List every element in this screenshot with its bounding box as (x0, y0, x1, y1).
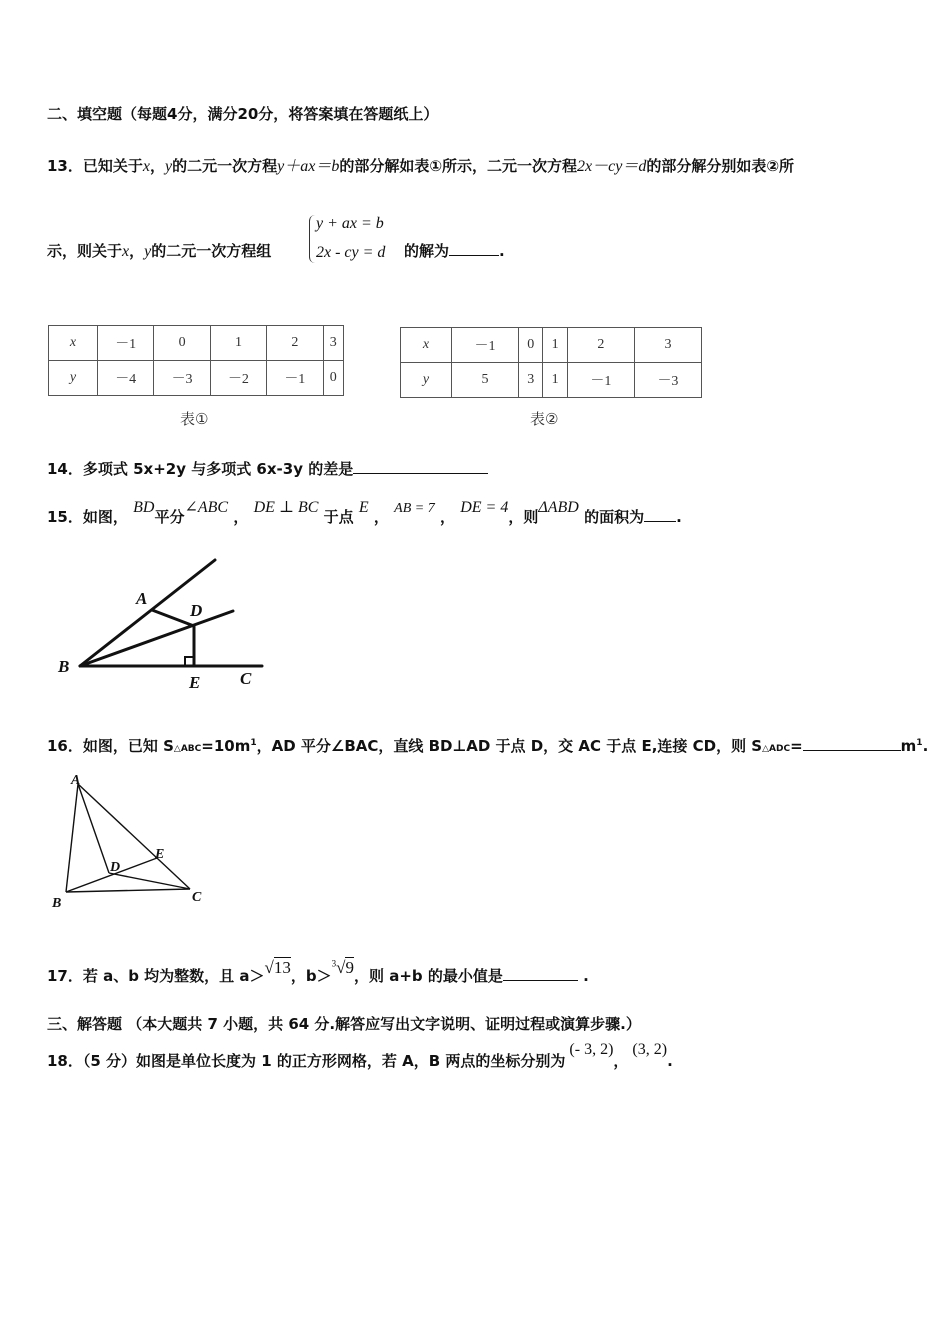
table-cell: 1 (210, 326, 266, 361)
q13-text: 13．已知关于 (47, 157, 143, 175)
table-cell: 2 (567, 328, 634, 363)
subscript: △ADC (762, 744, 791, 754)
table-cell: －2 (210, 361, 266, 396)
var-x: x (122, 243, 130, 260)
coord-a: (- 3, 2) (569, 1041, 614, 1058)
figure-15 (40, 550, 280, 700)
answer-blank[interactable] (353, 459, 488, 474)
table-cell: 5 (452, 363, 519, 398)
equation-1: y＋ax＝b (277, 158, 340, 175)
q13-text: 的二元一次方程组 (151, 242, 272, 260)
table-cell: 3 (634, 328, 701, 363)
superscript: 1 (250, 738, 257, 748)
q14-text: 14．多项式 5x+2y 与多项式 6x-3y 的差是 (47, 460, 354, 478)
label-b: B (52, 896, 62, 911)
table-row (49, 361, 344, 396)
q15 (47, 499, 682, 527)
var-y: y (165, 158, 173, 175)
q16-text: =10m (201, 737, 251, 755)
table-1-caption: 表① (180, 410, 209, 428)
table-cell: 0 (154, 326, 210, 361)
q13-text: 示，则关于 (47, 242, 123, 260)
section-3-title: 三、解答题 （本大题共 7 小题，共 64 分.解答应写出文字说明、证明过程或演算步骤.） (47, 1015, 641, 1033)
table-cell: 1 (543, 328, 567, 363)
q15-text: 15．如图， (47, 508, 128, 526)
side-ac (78, 784, 190, 889)
table-cell: －1 (567, 363, 634, 398)
q17-text: 17．若 a、b 均为整数，且 a＞ (47, 967, 265, 985)
comma: ， (439, 508, 455, 526)
table-cell: 1 (543, 363, 567, 398)
period: . (676, 508, 682, 526)
system-brace (309, 215, 316, 263)
table-cell: y (401, 363, 452, 398)
system-eq-1: y + ax = b (316, 215, 384, 232)
de-length: DE = 4 (460, 499, 509, 516)
q15-text: 的面积为 (584, 508, 645, 526)
segment-ad (78, 784, 109, 873)
table-1 (48, 325, 344, 396)
answer-blank[interactable] (803, 736, 901, 751)
cbrt-9: $^3$√9 (331, 958, 354, 977)
table-cell: －4 (98, 361, 154, 396)
q15-text: ，则 (508, 508, 539, 526)
q13-line1 (47, 153, 794, 176)
label-c: C (192, 890, 202, 905)
label-d: D (110, 860, 121, 875)
comma: ， (233, 508, 249, 526)
table-cell: 3 (519, 363, 543, 398)
q18-text: 18．（5 分）如图是单位长度为 1 的正方形网格，若 A，B 两点的坐标分别为 (47, 1052, 566, 1070)
label-e: E (155, 847, 165, 862)
ab-length: AB = 7 (394, 501, 435, 516)
q13-answer-line (404, 240, 505, 261)
answer-blank[interactable] (644, 507, 676, 522)
table-cell: －1 (452, 328, 519, 363)
superscript: 1 (916, 738, 923, 748)
table-cell: 0 (323, 361, 344, 396)
q16 (47, 735, 928, 756)
answer-blank[interactable] (503, 966, 578, 981)
table-cell: x (49, 326, 98, 361)
subscript: △ABC (173, 744, 202, 754)
coord-b: (3, 2) (632, 1041, 668, 1058)
segment-dc (109, 873, 190, 889)
q14 (47, 458, 488, 479)
ray-bd (80, 611, 233, 666)
q13-text: 的部分解如表①所示，二元一次方程 (339, 157, 578, 175)
table-cell: 0 (519, 328, 543, 363)
table-cell: y (49, 361, 98, 396)
table-row (401, 363, 702, 398)
q17 (47, 958, 589, 986)
unit: m (900, 737, 917, 755)
table-row (401, 328, 702, 363)
q18 (47, 1041, 673, 1071)
comma: ， (149, 157, 165, 175)
period: . (583, 967, 589, 985)
triangle-abd: ΔABD (538, 499, 579, 516)
q13-text: 的二元一次方程 (172, 157, 278, 175)
answer-blank[interactable] (449, 241, 499, 256)
equation-2: 2x－cy＝d (577, 158, 647, 175)
perp-de-bc: DE ⊥ BC (253, 499, 319, 516)
comma: ， (613, 1052, 629, 1070)
label-a: A (136, 589, 148, 608)
figure-16 (45, 770, 215, 915)
sqrt-13: √13 (264, 958, 291, 977)
q17-text: ，则 a+b 的最小值是 (353, 967, 503, 985)
period: . (499, 242, 505, 260)
label-a: A (71, 773, 81, 788)
radicand: 13 (273, 958, 291, 977)
q13-text: 的解为 (404, 242, 450, 260)
comma: ， (373, 508, 389, 526)
side-bc (66, 889, 190, 892)
table-2 (400, 327, 702, 398)
q16-text: = (790, 737, 803, 755)
q15-text: 于点 (323, 508, 354, 526)
q13-text: 的部分解分别如表②所 (646, 157, 795, 175)
table-2-caption: 表② (530, 410, 559, 428)
comma: ， (129, 242, 145, 260)
table-cell: －1 (98, 326, 154, 361)
system-eq-2: 2x - cy = d (316, 244, 386, 261)
var-x: x (142, 158, 150, 175)
point-e: E (358, 499, 369, 516)
q16-text: ，AD 平分∠BAC，直线 BD⊥AD 于点 D，交 AC 于点 E,连接 CD，则 S (256, 737, 763, 755)
side-ab (66, 784, 78, 892)
q13-line2 (47, 240, 271, 261)
table-cell: 3 (323, 326, 344, 361)
q16-text: 16．如图，已知 S (47, 737, 174, 755)
table-cell: x (401, 328, 452, 363)
table-cell: －3 (154, 361, 210, 396)
var-y: y (144, 243, 152, 260)
section-2-title: 二、填空题（每题4分，满分20分，将答案填在答题纸上） (47, 105, 439, 123)
root-index: 3 (331, 958, 337, 969)
label-d: D (190, 601, 203, 620)
q17-text: ，b＞ (290, 967, 332, 985)
label-e: E (189, 673, 201, 692)
label-b: B (58, 657, 70, 676)
table-cell: －1 (267, 361, 323, 396)
period: . (922, 737, 929, 755)
radicand: 9 (345, 958, 354, 977)
table-cell: 2 (267, 326, 323, 361)
q15-text: 平分 (154, 508, 185, 526)
segment-ad (152, 610, 194, 626)
period: . (667, 1052, 673, 1070)
segment-bd: BD (133, 499, 155, 516)
table-cell: －3 (634, 363, 701, 398)
table-row (49, 326, 344, 361)
angle-abc: ∠ABC (184, 499, 229, 516)
label-c: C (240, 669, 252, 688)
